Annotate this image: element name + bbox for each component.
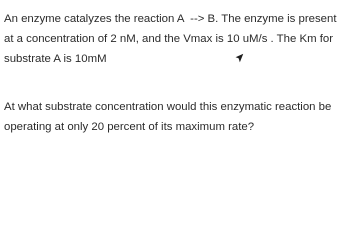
mouse-pointer-icon (233, 52, 245, 65)
question-paragraph-context: An enzyme catalyzes the reaction A --> B. The enzyme is present at a concentration of 2 nM, and the Vmax is 10 uM/s . The Km for substrate A is 10mM (4, 13, 340, 65)
question-paragraph-prompt: At what substrate concentration would this enzymatic reaction be operating at only 20 percent of its maximum rate? (4, 101, 335, 133)
